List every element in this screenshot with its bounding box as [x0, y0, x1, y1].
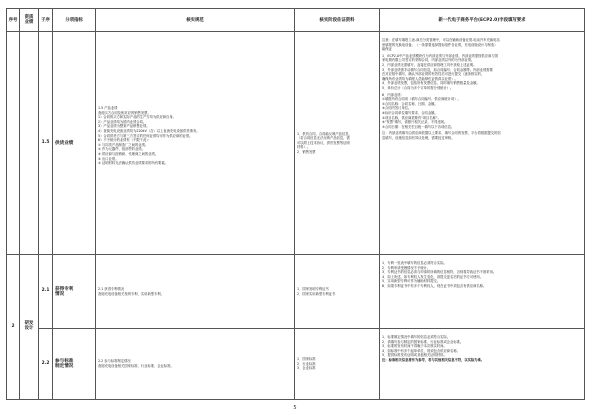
field-line: 2．内部业绩无需填写，直接在供应商管理工具中获取上述证明。 [382, 62, 477, 67]
evidence-line: 材料）。 [297, 145, 311, 150]
indicator-cell: 参与标准 制定情况 [53, 329, 96, 400]
rule-cell [96, 329, 295, 400]
category-cell: 研发 设计 [20, 255, 39, 400]
field-line: 6．如果专利证书中有多个专利权人，则在证书中须包含有供应商名称。 [382, 283, 487, 288]
evidence-line: （若合同信息无法反映产品信息，需 [297, 136, 350, 141]
seq-cell: 2 [7, 255, 20, 400]
rule-line: 1.5 产品业绩 [98, 106, 118, 110]
field-line: 里填报的充换电设备。（一条需要选择提标组件各业绩，充电设施设计与制造） [382, 42, 498, 47]
rule-line: 查阅充电设备相关发明专利、实用新型专利。 [98, 291, 164, 296]
rule-line: ② 作为元器件、组部件的业绩。 [98, 147, 145, 152]
table-row [7, 329, 585, 400]
rule-line: ⑤ 证明材料无法确认供货业绩要求的所有要素。 [98, 161, 168, 166]
rule-line: 3）产品业绩为整套产品销售业绩。 [98, 124, 150, 129]
fields-cell [380, 32, 585, 255]
rule-line: 查阅充电设备相关国家标准、行业标准、企业标准。 [98, 364, 174, 368]
field-note-bold: 注：标准相关信息将作为参考，若与其他相关信息不符，以实际为准。 [382, 357, 485, 362]
rule-line: 2）产品业绩均为国内业绩合同。 [98, 119, 147, 124]
header-subseq: 子序 [39, 9, 53, 32]
page-number: 5 [293, 405, 297, 411]
evidence-line: 2．行业标准 [297, 361, 316, 366]
field-line: 1．ECP2.0中产品业绩模块仅为内部业绩与外部业绩。内部业绩需按供应商与国 [382, 53, 498, 58]
evidence-line: 1．供货合同，合同能反映产品信息， [297, 131, 352, 136]
rule-line: 1）合同的买方和实际产品的生产方均为供应商自身。 [98, 115, 176, 120]
field-line: ⑤项目名称，供应商需要有"项目名称"。 [382, 115, 441, 120]
fields-cell [380, 329, 585, 400]
field-line: 注：内部业绩填写由供应商依据以上要求，填写合同的发票，平台将根据提交的信 [382, 131, 501, 136]
evidence-line: 2．销售发票 [297, 149, 316, 154]
rule-cell [96, 32, 295, 255]
field-line: 2．请填写参与制定的国家标准、行业标准或企业标准。 [382, 339, 464, 344]
evidence-line: 1．国家标准 [297, 357, 316, 362]
field-line: 5．实用新型专利可作为辅助材料提交。 [382, 279, 441, 284]
field-line: 注意：在填写填报工表-商总分类管理中，可以在辅助设备业绩-电动汽车充换电站 [382, 38, 500, 42]
header-rule: 核实规范 [96, 9, 295, 32]
field-line: 3．外部业绩需手动填写合同信息，如合同编号、合同金额等。内部业绩需要 [382, 67, 493, 72]
rule-line: 4）查阅充电设备业绩均为220kV（含）以上直流充电设备供货事务。 [98, 128, 200, 133]
field-line: 4．如上所述，如专利权人发生变化，须提交更名后的证书方可使用。 [382, 274, 484, 279]
field-line: 确保所有业绩均为填报人员能够佐证的真实业绩）。 [382, 76, 458, 81]
evidence-cell [295, 329, 380, 400]
rule-line: 5）合同供货方与第三方签订的任何业绩均可作为供应商的业绩。 [98, 133, 193, 138]
rule-cell [96, 255, 295, 329]
seq-cell [7, 32, 20, 255]
subseq-cell: 2.1 [39, 255, 53, 329]
header-row [7, 9, 585, 32]
field-line: 2．专利申请受理情况不予统计。 [382, 265, 431, 270]
field-line: 能保证 [382, 47, 392, 52]
field-line: 息填写，设施信息如有异议处理，需要经过审核。 [382, 135, 455, 140]
rule-line: 6）不予统计的业绩有（不限于此）： [98, 138, 152, 143]
indicator-cell: 获得专利 情况 [53, 255, 96, 329]
field-line: 3．专利证书的信息必须与申请时所填的信息相符，否则将导致证书不被采用。 [382, 270, 497, 275]
rule-line: ④ 出口业绩。 [98, 156, 119, 161]
evidence-cell [295, 255, 380, 329]
field-line: ②合同名称：合同名称、日期、金额。 [382, 101, 438, 106]
header-evidence: 核实阶段佐证资料 [295, 9, 380, 32]
field-line: 4．外部业绩发票，包括所有发票信息，同时填写销售数量及金额。 [382, 81, 480, 86]
field-line: 3．标准的发布时间不得晚于本次核实时间。 [382, 344, 447, 349]
table-row [7, 32, 585, 255]
indicator-cell: 供货业绩 [53, 32, 96, 255]
field-line: ⑦合同日期：在相关栏目统一填写以下各项信息。 [382, 124, 455, 129]
evidence-line: 可以附上技术协议，供货发票等证明 [297, 140, 350, 145]
field-line: 在对应框中填写，确认外部业绩的有效性后可进行提交（逐条核实的， [382, 72, 485, 77]
header-seq: 序号 [7, 9, 20, 32]
field-line: ⑥"发票"填写，请照片相关记录，不得违规。 [382, 120, 448, 125]
header-category: 资质 业绩 [20, 9, 39, 32]
evidence-cell [295, 32, 380, 255]
rule-line: ① 与同类产品制造厂之间的业绩。 [98, 142, 149, 147]
table-row [7, 255, 585, 329]
evidence-line: 1．国家发明专利证书 [297, 286, 329, 291]
subseq-cell: 2.2 [39, 329, 53, 400]
field-line: ①填报所有合同项（填写合同编号、供应商统计项）。 [382, 97, 461, 102]
evidence-line: 2．国家实用新型专利证书 [297, 291, 336, 296]
category-cell [20, 32, 39, 255]
field-line: 5．单价总计（合同为多个订单时需分别统计）。 [382, 85, 454, 90]
field-line: 1．标准制定情况中填写的信息必须符合实际。 [382, 335, 451, 339]
rule-line: 2.1 获得专利情况 [98, 286, 125, 291]
rule-line: ③ 供应商与经销商、代理商之间的业绩。 [98, 151, 159, 156]
header-fields: 新一代电子商务平台(ECP2.0)字段填写要求 [380, 9, 585, 32]
fields-cell [380, 255, 585, 329]
rule-line: 2.2 参与标准制定情况 [98, 359, 131, 364]
subseq-cell: 1.5 [39, 32, 53, 255]
field-line: ④标识合同单位填写要求、合同金额。 [382, 110, 438, 115]
evidence-line: 3．企业标准 [297, 366, 316, 371]
field-line: 1．专利一览表中填写的信息必须符合实际。 [382, 261, 447, 265]
field-line: ③合同内签订单位。 [382, 106, 412, 111]
field-line: 家电网有限公司签订的采购合同，内部业绩以外的为外部业绩。 [382, 58, 475, 63]
rule-line: 查阅买方合同及相对应的销售发票。 [98, 110, 151, 115]
requirements-table [6, 8, 585, 400]
field-line: 4．如标准中有多个起草单位，则须包含供应商名称。 [382, 348, 460, 353]
field-line: 6．内部业绩： [382, 92, 404, 97]
header-indicator: 分项指标 [53, 9, 96, 32]
field-line: 5．提供标准发布证明或其他相关证明材料。 [382, 353, 447, 358]
